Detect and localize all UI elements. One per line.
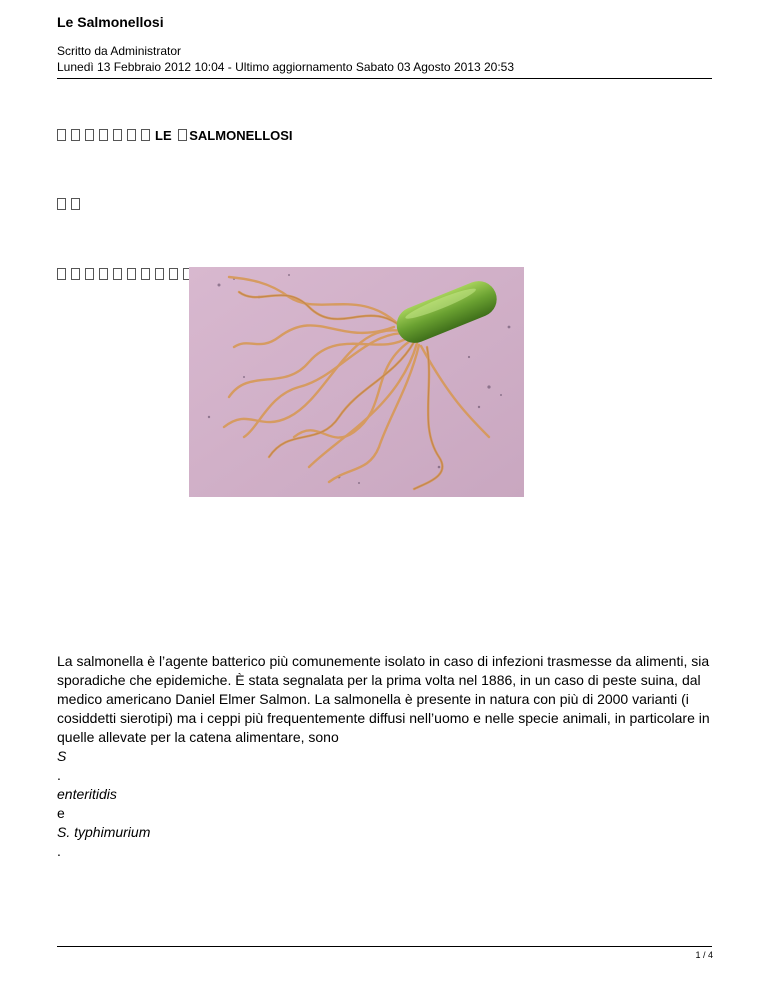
article-paragraph: La salmonella è l’agente batterico più comunemente isolato in caso di infezioni trasmesse da alimenti, sia sporadiche che epidemiche. È stata segnalata per la prima volta nel 1886, in un caso di peste suina, dal medico americano Daniel Elmer Salmon. La salmonella è presente in natura con più di 2000 varianti (i cosiddetti sierotipi) ma i ceppi più frequentemente diffusi nell’uomo e nelle specie animali, in particolare in quelle allevate per la catena alimentare, sono <box>57 653 710 745</box>
footer-divider <box>57 946 712 947</box>
heading-word-le: LE <box>155 128 172 143</box>
document-title: Le Salmonellosi <box>57 14 164 30</box>
date-line: Lunedì 13 Febbraio 2012 10:04 - Ultimo aggiornamento Sabato 03 Agosto 2013 20:53 <box>57 60 515 74</box>
heading-word-salmonellosi: SALMONELLOSI <box>189 128 293 143</box>
species-dot: . <box>57 767 61 783</box>
final-dot: . <box>57 843 61 859</box>
salmonella-illustration <box>189 267 524 497</box>
article-heading <box>57 128 293 143</box>
placeholder-glyphs-short <box>57 198 85 212</box>
author-line: Scritto da Administrator <box>57 44 182 58</box>
page-number: 1 / 4 <box>695 950 713 960</box>
header-divider <box>57 78 712 79</box>
placeholder-glyphs <box>57 128 155 143</box>
species-s: S <box>57 748 67 764</box>
species-typhimurium: S. typhimurium <box>57 824 151 840</box>
placeholder-glyphs-row <box>57 268 189 282</box>
article-body <box>57 652 717 861</box>
species-enteritidis: enteritidis <box>57 786 117 802</box>
conjunction-e: e <box>57 805 65 821</box>
